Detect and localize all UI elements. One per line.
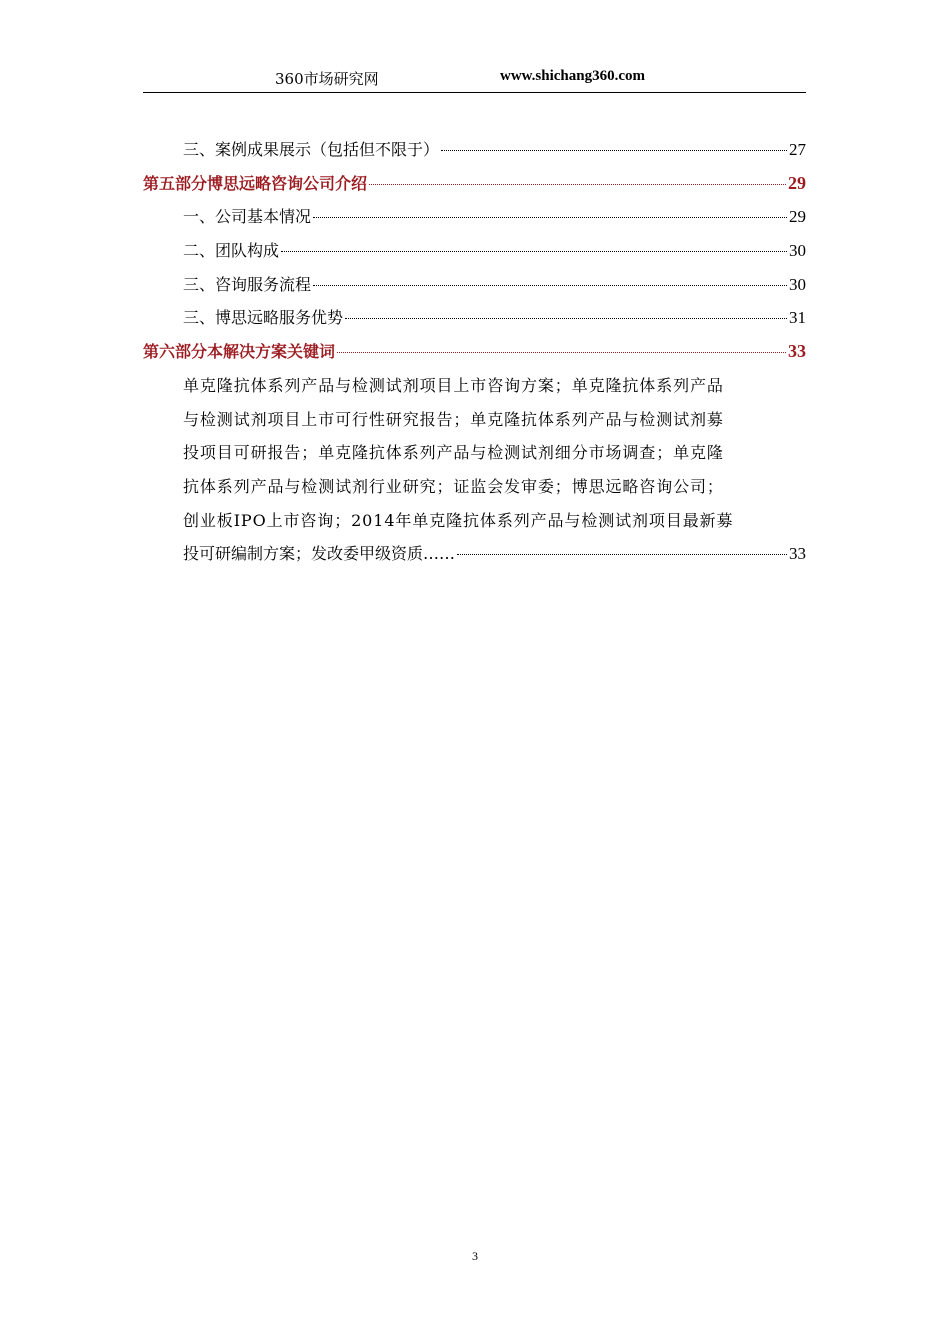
keywords-line: 投项目可研报告；单克隆抗体系列产品与检测试剂细分市场调查；单克隆 <box>183 443 724 463</box>
dot-leader <box>337 352 786 353</box>
toc-section-heading[interactable] <box>143 335 806 369</box>
toc-entry-title: 三、案例成果展示（包括但不限于） <box>183 140 440 159</box>
header-url: www.shichang360.com <box>500 68 646 84</box>
toc-entry-title: 二、团队构成 <box>183 241 280 261</box>
keywords-line: 创业板IPO上市咨询；2014年单克隆抗体系列产品与检测试剂项目最新募 <box>183 510 734 530</box>
dot-leader <box>281 251 787 252</box>
toc-entry[interactable] <box>143 301 806 335</box>
dot-leader <box>441 150 787 151</box>
toc-section-heading[interactable] <box>143 167 806 201</box>
toc-entry-page: 33 <box>788 341 806 362</box>
keywords-line: 投可研编制方案；发改委甲级资质…… <box>183 544 456 564</box>
toc-entry-page: 30 <box>789 241 806 261</box>
toc-entry-title: 三、咨询服务流程 <box>183 274 312 294</box>
toc-entry-page: 31 <box>789 308 806 328</box>
toc-entry[interactable] <box>143 234 806 268</box>
toc-entry[interactable] <box>143 133 806 167</box>
dot-leader <box>457 554 787 555</box>
dot-leader <box>313 285 787 286</box>
toc-entry[interactable] <box>143 200 806 234</box>
toc-entry-title: 三、博思远略服务优势 <box>183 308 344 328</box>
keywords-line: 单克隆抗体系列产品与检测试剂项目上市咨询方案；单克隆抗体系列产品 <box>183 375 724 395</box>
keywords-line: 与检测试剂项目上市可行性研究报告；单克隆抗体系列产品与检测试剂募 <box>183 409 724 429</box>
toc-entry[interactable] <box>143 268 806 302</box>
dot-leader <box>345 318 787 319</box>
page-header <box>143 64 806 93</box>
toc-entry-title: 一、公司基本情况 <box>183 207 312 227</box>
keywords-last-line <box>183 537 806 571</box>
keywords-line: 抗体系列产品与检测试剂行业研究；证监会发审委；博思远略咨询公司； <box>183 476 724 496</box>
page-number: 3 <box>472 1249 478 1263</box>
dot-leader <box>369 184 786 185</box>
dot-leader <box>313 217 787 218</box>
keywords-entry[interactable] <box>143 369 806 571</box>
toc-entry-page: 29 <box>789 207 806 227</box>
toc-entry-page: 29 <box>788 172 806 193</box>
header-site-name: 360市场研究网 <box>275 70 379 88</box>
toc-entry-page: 30 <box>789 274 806 294</box>
toc-entry-title: 第六部分本解决方案关键词 <box>143 342 336 362</box>
toc-entry-page: 27 <box>789 140 806 159</box>
table-of-contents <box>143 133 806 571</box>
toc-entry-page: 33 <box>789 544 806 564</box>
toc-entry-title: 第五部分博思远略咨询公司介绍 <box>143 173 368 193</box>
